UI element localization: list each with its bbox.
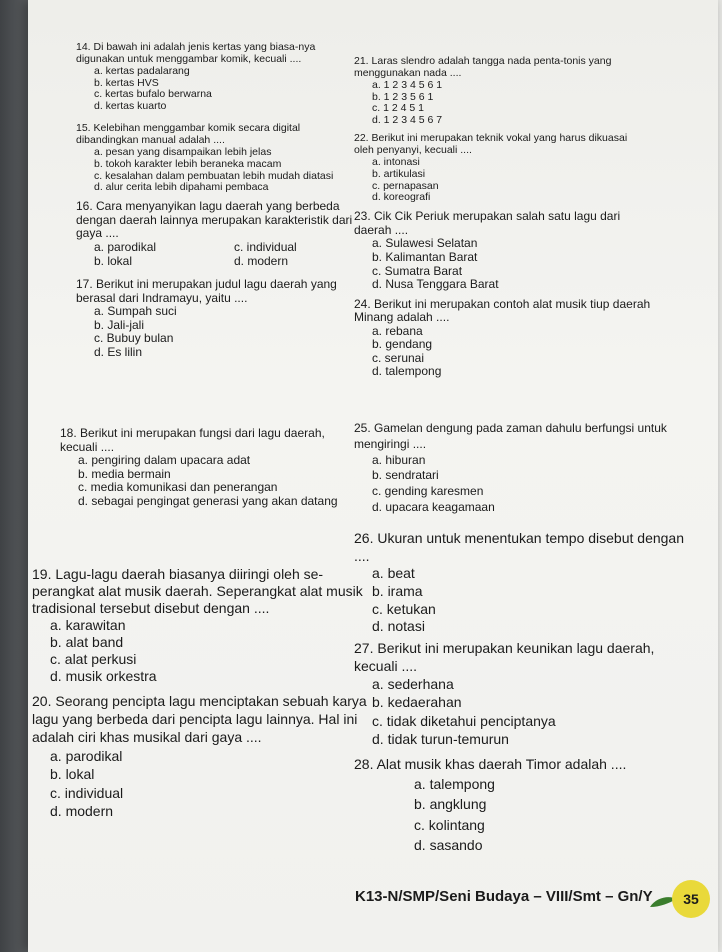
question-20	[32, 692, 372, 821]
right-column-bottom	[354, 530, 698, 855]
option-a[interactable]: a. Sulawesi Selatan	[372, 236, 478, 251]
option-b[interactable]: b. kertas HVS	[94, 76, 159, 89]
option-b[interactable]: b. irama	[372, 582, 423, 599]
option-d[interactable]: d. kertas kuarto	[94, 100, 167, 113]
option-d[interactable]: d. upacara keagamaan	[372, 500, 495, 515]
option-d[interactable]: d. musik orkestra	[50, 668, 157, 685]
option-b[interactable]: b. gendang	[372, 337, 433, 352]
option-a[interactable]: a. karawitan	[50, 617, 126, 634]
option-a[interactable]: a. hiburan	[372, 452, 426, 467]
question-24	[354, 298, 654, 379]
question-stem: 25. Gamelan dengung pada zaman dahulu berfungsi untuk mengiringi ....	[354, 421, 667, 451]
option-c[interactable]: c. gending karesmen	[372, 484, 484, 499]
option-d[interactable]: d. talempong	[372, 364, 442, 379]
question-15	[76, 123, 356, 194]
option-a[interactable]: a. sederhana	[372, 676, 454, 693]
question-19	[32, 566, 368, 686]
option-a[interactable]: a. intonasi	[372, 155, 420, 168]
option-d[interactable]: d. sasando	[414, 837, 483, 854]
question-stem: 27. Berikut ini merupakan keunikan lagu daerah, kecuali ....	[354, 639, 655, 674]
question-stem: 24. Berikut ini merupakan contoh alat musik tiup daerah Minang adalah ....	[354, 296, 651, 325]
option-c[interactable]: c. kolintang	[414, 816, 485, 833]
option-d[interactable]: d. Nusa Tenggara Barat	[372, 277, 499, 292]
option-d[interactable]: d. tidak turun-temurun	[372, 730, 509, 747]
option-c[interactable]: c. kertas bufalo berwarna	[94, 88, 212, 101]
question-stem: 16. Cara menyanyikan lagu daerah yang berbeda dengan daerah lainnya merupakan karakteristik dari gaya ....	[76, 199, 353, 241]
question-stem: 21. Laras slendro adalah tangga nada penta-tonis yang menggunakan nada ....	[354, 55, 612, 79]
option-c[interactable]: c. tidak diketahui penciptanya	[372, 712, 556, 729]
question-23	[354, 210, 654, 291]
option-c[interactable]: c. serunai	[372, 350, 425, 365]
option-d[interactable]: d. 1 2 3 4 5 6 7	[372, 114, 443, 127]
option-d[interactable]: d. modern	[234, 253, 289, 268]
question-28	[354, 754, 698, 855]
right-column	[354, 56, 654, 379]
option-a[interactable]: a. 1 2 3 4 5 6 1	[372, 78, 443, 91]
option-c[interactable]: c. individual	[234, 239, 297, 254]
option-b[interactable]: b. 1 2 3 5 6 1	[372, 90, 434, 103]
left-column-lower	[60, 427, 372, 508]
option-c[interactable]: c. alat perkusi	[50, 651, 137, 668]
option-c[interactable]: c. 1 2 4 5 1	[372, 102, 424, 115]
question-16	[76, 200, 364, 268]
option-d[interactable]: d. Es lilin	[94, 344, 143, 359]
question-17	[76, 278, 364, 359]
option-d[interactable]: d. alur cerita lebih dipahami pembaca	[94, 181, 269, 194]
question-14	[76, 42, 356, 113]
right-column-lower	[354, 421, 674, 516]
option-b[interactable]: b. Jali-jali	[94, 317, 145, 332]
question-stem: 18. Berikut ini merupakan fungsi dari lagu daerah, kecuali ....	[60, 426, 325, 454]
option-c[interactable]: c. media komunikasi dan penerangan	[78, 480, 278, 495]
question-stem: 17. Berikut ini merupakan judul lagu daerah yang berasal dari Indramayu, yaitu ....	[76, 277, 337, 305]
footer-code: K13-N/SMP/Seni Budaya – VIII/Smt – Gn/Y	[355, 888, 653, 905]
question-stem: 22. Berikut ini merupakan teknik vokal yang harus dikuasai oleh penyanyi, kecuali ....	[354, 132, 628, 157]
question-stem: 14. Di bawah ini adalah jenis kertas yang biasa-nya digunakan untuk menggambar komik, kecuali ....	[76, 41, 316, 65]
question-27	[354, 639, 698, 748]
question-stem: 20. Seorang pencipta lagu menciptakan sebuah karya lagu yang berbeda dari pencipta lagu lainnya. Hal ini adalah ciri khas musikal dari gaya ....	[32, 692, 367, 746]
option-b[interactable]: b. lokal	[94, 253, 133, 268]
page-number-badge: 35	[672, 880, 710, 918]
option-a[interactable]: a. kertas padalarang	[94, 64, 190, 77]
option-a[interactable]: a. parodikal	[94, 239, 157, 254]
option-a[interactable]: a. beat	[372, 565, 415, 582]
question-26	[354, 530, 698, 636]
option-c[interactable]: c. individual	[50, 784, 124, 801]
option-a[interactable]: a. pesan yang disampaikan lebih jelas	[94, 145, 272, 158]
option-b[interactable]: b. angklung	[414, 796, 487, 813]
question-stem: 28. Alat musik khas daerah Timor adalah ....	[354, 755, 627, 772]
option-d[interactable]: d. koreografi	[372, 191, 431, 204]
option-c[interactable]: c. pernapasan	[372, 179, 439, 192]
question-21	[354, 56, 644, 127]
left-column-bottom	[32, 566, 374, 821]
question-25	[354, 421, 670, 516]
option-b[interactable]: b. artikulasi	[372, 167, 426, 180]
option-b[interactable]: b. tokoh karakter lebih beraneka macam	[94, 157, 282, 170]
worksheet-page	[28, 0, 718, 952]
option-b[interactable]: b. alat band	[50, 634, 124, 651]
options-row	[76, 241, 364, 255]
question-stem: 26. Ukuran untuk menentukan tempo disebut dengan ....	[354, 530, 685, 564]
question-stem: 19. Lagu-lagu daerah biasanya diiringi oleh se-perangkat alat musik daerah. Seperangkat alat musik tradisional tersebut disebut dengan ....	[32, 566, 363, 617]
option-c[interactable]: c. Bubuy bulan	[94, 331, 174, 346]
option-a[interactable]: a. rebana	[372, 323, 423, 338]
option-b[interactable]: b. kedaerahan	[372, 694, 462, 711]
option-c[interactable]: c. kesalahan dalam pembuatan lebih mudah diatasi	[94, 169, 334, 182]
options-row	[76, 255, 364, 269]
question-stem: 15. Kelebihan menggambar komik secara digital dibandingkan manual adalah ....	[76, 122, 301, 147]
option-d[interactable]: d. modern	[50, 803, 114, 820]
option-b[interactable]: b. sendratari	[372, 468, 439, 483]
option-d[interactable]: d. sebagai pengingat generasi yang akan datang	[78, 493, 338, 508]
option-b[interactable]: b. lokal	[50, 766, 95, 783]
option-b[interactable]: b. media bermain	[78, 466, 171, 481]
question-18	[60, 427, 364, 508]
option-d[interactable]: d. notasi	[372, 618, 425, 635]
option-a[interactable]: a. pengiring dalam upacara adat	[78, 453, 251, 468]
question-stem: 23. Cik Cik Periuk merupakan salah satu lagu dari daerah ....	[354, 209, 621, 237]
option-a[interactable]: a. talempong	[414, 776, 495, 793]
option-a[interactable]: a. Sumpah suci	[94, 304, 177, 319]
option-c[interactable]: c. ketukan	[372, 600, 436, 617]
option-b[interactable]: b. Kalimantan Barat	[372, 249, 478, 264]
question-22	[354, 133, 644, 204]
left-column	[76, 42, 364, 359]
option-c[interactable]: c. Sumatra Barat	[372, 263, 463, 278]
option-a[interactable]: a. parodikal	[50, 747, 123, 764]
